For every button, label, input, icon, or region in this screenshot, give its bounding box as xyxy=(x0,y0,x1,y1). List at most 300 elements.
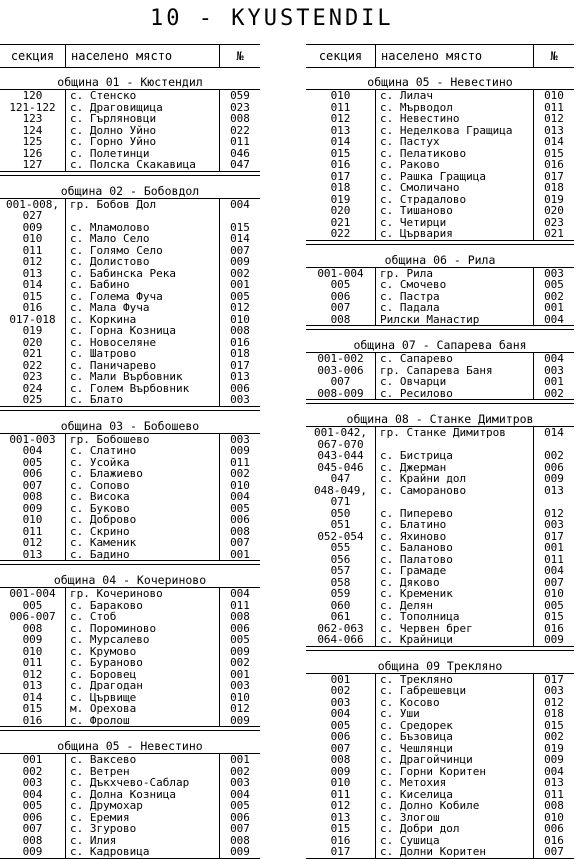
section-cell: 051 xyxy=(306,519,376,531)
count-cell xyxy=(220,210,260,222)
section-cell: 011 xyxy=(0,245,66,257)
table-row xyxy=(0,371,260,383)
place-cell: с. Илия xyxy=(66,835,220,847)
count-cell: 004 xyxy=(230,588,250,600)
table-row xyxy=(306,90,574,102)
table-row xyxy=(0,268,260,280)
section-cell: 001-004 xyxy=(0,588,66,600)
municipality-block xyxy=(0,564,260,727)
section-cell: 061 xyxy=(306,611,376,623)
count-cell: 002 xyxy=(230,267,250,279)
table-row xyxy=(306,508,574,520)
municipality-title: община 01 - Кюстендил xyxy=(0,75,260,90)
count-cell: 015 xyxy=(230,221,250,233)
left-column xyxy=(0,44,260,859)
table-row xyxy=(306,473,574,485)
section-cell: 011 xyxy=(0,526,66,538)
table-row xyxy=(0,434,260,446)
count-cell: 019 xyxy=(544,742,564,754)
section-cell: 006 xyxy=(306,731,376,743)
count-cell: 001 xyxy=(544,542,564,554)
section-cell: 008 xyxy=(0,623,66,635)
place-cell: с. Невестино xyxy=(376,113,534,125)
count-cell: 023 xyxy=(230,101,250,113)
section-cell: 016 xyxy=(306,159,376,171)
section-cell: 016 xyxy=(0,715,66,727)
section-cell: 010 xyxy=(0,233,66,245)
table-row xyxy=(306,554,574,566)
place-cell: с. Рашка Гращица xyxy=(376,171,534,183)
table-row xyxy=(306,519,574,531)
count-cell: 015 xyxy=(544,719,564,731)
place-cell: с. Блатино xyxy=(376,519,534,531)
section-cell: 008-009 xyxy=(306,388,376,400)
table-row xyxy=(306,171,574,183)
count-cell: 004 xyxy=(544,565,564,577)
count-cell: 007 xyxy=(230,537,250,549)
section-cell: 001-008, xyxy=(0,199,66,211)
table-row xyxy=(306,634,574,646)
place-cell: с. Шатрово xyxy=(66,348,220,360)
place-cell: с. Голема Фуча xyxy=(66,291,220,303)
place-cell: с. Горно Уйно xyxy=(66,136,220,148)
table-row xyxy=(306,136,574,148)
table-row xyxy=(306,623,574,635)
count-cell: 004 xyxy=(230,788,250,800)
section-cell: 009 xyxy=(0,846,66,858)
table-row xyxy=(0,703,260,715)
place-cell xyxy=(66,210,220,222)
count-cell: 006 xyxy=(230,514,250,526)
place-cell: с. Злогош xyxy=(376,812,534,824)
section-cell: 019 xyxy=(306,194,376,206)
place-cell: с. Полетинци xyxy=(66,148,220,160)
count-cell: 012 xyxy=(230,703,250,715)
count-cell: 005 xyxy=(544,279,564,291)
table-row xyxy=(0,210,260,222)
section-cell: 004 xyxy=(0,789,66,801)
municipality-rows xyxy=(0,90,260,172)
table-row xyxy=(306,777,574,789)
municipality-rows xyxy=(0,434,260,562)
table-row xyxy=(306,588,574,600)
place-cell: с. Пиперево xyxy=(376,508,534,520)
section-cell: 001-002 xyxy=(306,353,376,365)
table-row xyxy=(0,491,260,503)
count-cell: 002 xyxy=(230,765,250,777)
municipality-block xyxy=(306,71,574,241)
place-cell: с. Тишаново xyxy=(376,205,534,217)
place-cell: с. Ваксево xyxy=(66,754,220,766)
count-cell: 046 xyxy=(230,147,250,159)
count-cell: 005 xyxy=(230,800,250,812)
right-column xyxy=(306,44,574,859)
count-cell: 002 xyxy=(230,657,250,669)
section-cell: 124 xyxy=(0,125,66,137)
section-cell: 001 xyxy=(0,754,66,766)
place-cell: с. Кадровица xyxy=(66,846,220,858)
table-row xyxy=(0,835,260,847)
section-cell: 008 xyxy=(0,835,66,847)
section-cell: 027 xyxy=(0,210,66,222)
table-header xyxy=(306,44,574,68)
place-cell: с. Каменик xyxy=(66,537,220,549)
table-row xyxy=(306,194,574,206)
table-row xyxy=(306,766,574,778)
section-cell: 048-049, xyxy=(306,485,376,497)
section-cell: 123 xyxy=(0,113,66,125)
place-cell: с. Стенско xyxy=(66,90,220,102)
table-row xyxy=(0,623,260,635)
section-cell: 008 xyxy=(0,491,66,503)
table-row xyxy=(0,514,260,526)
count-cell: 014 xyxy=(230,233,250,245)
table-row xyxy=(0,148,260,160)
table-row xyxy=(0,325,260,337)
section-cell: 012 xyxy=(0,537,66,549)
section-cell: 008 xyxy=(306,314,376,326)
place-cell: с. Крайни дол xyxy=(376,473,534,485)
place-cell: гр. Рила xyxy=(376,268,534,280)
count-cell: 059 xyxy=(230,90,250,102)
municipality-title: община 08 - Станке Димитров xyxy=(306,412,574,427)
table-row xyxy=(0,394,260,406)
count-cell: 010 xyxy=(230,313,250,325)
section-cell: 057 xyxy=(306,565,376,577)
municipality-block xyxy=(306,244,574,327)
section-cell: 045-046 xyxy=(306,462,376,474)
count-cell: 008 xyxy=(544,800,564,812)
section-cell: 004 xyxy=(0,445,66,457)
count-cell: 016 xyxy=(544,622,564,634)
place-cell: с. Неделкова Гращица xyxy=(376,125,534,137)
count-cell: 009 xyxy=(230,846,250,858)
municipality-title: община 04 - Кочериново xyxy=(0,573,260,588)
table-row xyxy=(306,388,574,400)
place-cell: с. Бараково xyxy=(66,600,220,612)
table-row xyxy=(306,754,574,766)
municipality-block xyxy=(0,730,260,859)
section-cell: 013 xyxy=(0,680,66,692)
section-cell: 004 xyxy=(306,708,376,720)
section-cell: 120 xyxy=(0,90,66,102)
table-row xyxy=(306,302,574,314)
section-cell: 010 xyxy=(306,777,376,789)
section-cell: 005 xyxy=(0,600,66,612)
table-row xyxy=(0,526,260,538)
table-row xyxy=(306,376,574,388)
table-row xyxy=(306,279,574,291)
municipality-rows xyxy=(0,588,260,727)
count-cell: 020 xyxy=(544,205,564,217)
section-cell: 010 xyxy=(306,90,376,102)
count-cell: 004 xyxy=(230,491,250,503)
count-cell: 004 xyxy=(230,198,250,210)
count-cell: 011 xyxy=(544,553,564,565)
municipality-rows xyxy=(306,353,574,400)
place-header: населено място xyxy=(66,45,220,67)
place-cell: с. Грамаде xyxy=(376,565,534,577)
place-cell: с. Джерман xyxy=(376,462,534,474)
table-row xyxy=(0,348,260,360)
table-row xyxy=(306,685,574,697)
place-cell: с. Мламолово xyxy=(66,222,220,234)
count-cell: 003 xyxy=(230,777,250,789)
count-cell: 001 xyxy=(230,754,250,766)
count-cell xyxy=(534,496,574,508)
section-cell: 014 xyxy=(0,692,66,704)
section-cell: 011 xyxy=(0,657,66,669)
section-cell: 005 xyxy=(0,457,66,469)
table-row xyxy=(0,692,260,704)
count-cell: 023 xyxy=(544,216,564,228)
place-cell: с. Цървище xyxy=(66,692,220,704)
municipality-block xyxy=(0,175,260,407)
count-cell xyxy=(534,439,574,451)
count-cell: 008 xyxy=(230,525,250,537)
place-cell: с. Яхиново xyxy=(376,531,534,543)
place-cell: с. Драговищица xyxy=(66,102,220,114)
section-cell: 050 xyxy=(306,508,376,520)
municipality-rows xyxy=(306,268,574,327)
table-row xyxy=(0,125,260,137)
table-row xyxy=(306,268,574,280)
place-cell: с. Метохия xyxy=(376,777,534,789)
place-cell: с. Мали Върбовник xyxy=(66,371,220,383)
count-cell: 003 xyxy=(230,433,250,445)
section-cell: 012 xyxy=(306,800,376,812)
table-row xyxy=(0,360,260,372)
section-cell: 001-042, xyxy=(306,427,376,439)
place-cell: с. Стоб xyxy=(66,611,220,623)
municipality-rows xyxy=(306,674,574,859)
count-cell: 002 xyxy=(544,731,564,743)
table-row xyxy=(0,611,260,623)
place-cell: с. Бaланово xyxy=(376,542,534,554)
table-row xyxy=(0,337,260,349)
section-cell: 052-054 xyxy=(306,531,376,543)
place-cell: с. Скрино xyxy=(66,526,220,538)
section-cell: 007 xyxy=(0,480,66,492)
table-row xyxy=(0,789,260,801)
table-row xyxy=(0,136,260,148)
table-row xyxy=(0,90,260,102)
table-row xyxy=(0,457,260,469)
place-cell: с. Пастух xyxy=(376,136,534,148)
section-cell: 043-044 xyxy=(306,450,376,462)
count-cell: 002 xyxy=(544,290,564,302)
section-cell: 071 xyxy=(306,496,376,508)
table-row xyxy=(0,302,260,314)
table-row xyxy=(306,823,574,835)
count-cell: 013 xyxy=(544,484,564,496)
table-row xyxy=(306,291,574,303)
section-cell: 064-066 xyxy=(306,634,376,646)
table-row xyxy=(306,228,574,240)
place-cell: с. Еремия xyxy=(66,812,220,824)
count-cell: 015 xyxy=(544,611,564,623)
place-cell: с. Долно Уйно xyxy=(66,125,220,137)
table-row xyxy=(0,800,260,812)
place-cell: с. Ресилово xyxy=(376,388,534,400)
section-cell: 017-018 xyxy=(0,314,66,326)
count-cell: 010 xyxy=(544,90,564,102)
place-cell: с. Бабино xyxy=(66,279,220,291)
place-cell: с. Бураново xyxy=(66,657,220,669)
count-cell: 012 xyxy=(230,302,250,314)
table-row xyxy=(0,291,260,303)
table-row xyxy=(306,450,574,462)
place-cell: с. Гърляновци xyxy=(66,113,220,125)
count-cell: 018 xyxy=(230,348,250,360)
section-cell: 003 xyxy=(0,777,66,789)
place-cell: с. Кременик xyxy=(376,588,534,600)
table-row xyxy=(306,427,574,439)
municipality-block xyxy=(0,71,260,172)
section-cell: 005 xyxy=(0,800,66,812)
place-cell: с. Драгодан xyxy=(66,680,220,692)
place-cell: с. Коркина xyxy=(66,314,220,326)
count-cell: 009 xyxy=(230,645,250,657)
place-cell: с. Блато xyxy=(66,394,220,406)
municipality-block xyxy=(306,650,574,859)
table-row xyxy=(0,199,260,211)
section-cell: 020 xyxy=(306,205,376,217)
count-cell: 019 xyxy=(544,193,564,205)
table-row xyxy=(0,537,260,549)
table-row xyxy=(306,789,574,801)
table-row xyxy=(306,102,574,114)
place-cell: с. Згурово xyxy=(66,823,220,835)
section-cell: 016 xyxy=(0,302,66,314)
place-cell: с. Горна Козница xyxy=(66,325,220,337)
table-row xyxy=(306,800,574,812)
table-row xyxy=(306,674,574,686)
section-cell: 016 xyxy=(306,835,376,847)
count-cell: 017 xyxy=(544,530,564,542)
count-cell: 001 xyxy=(544,302,564,314)
count-header: № xyxy=(550,49,558,63)
place-cell: с. Трекляно xyxy=(376,674,534,686)
municipality-title: община 03 - Бобошево xyxy=(0,419,260,434)
table-row xyxy=(306,542,574,554)
table-row xyxy=(0,314,260,326)
count-cell: 009 xyxy=(230,256,250,268)
section-cell: 015 xyxy=(0,703,66,715)
count-cell: 011 xyxy=(230,136,250,148)
count-cell: 012 xyxy=(544,696,564,708)
count-cell: 008 xyxy=(230,834,250,846)
section-cell: 015 xyxy=(306,823,376,835)
section-cell: 007 xyxy=(306,743,376,755)
section-cell: 055 xyxy=(306,542,376,554)
count-cell: 011 xyxy=(230,599,250,611)
place-cell: с. Чешлянци xyxy=(376,743,534,755)
section-cell: 017 xyxy=(306,171,376,183)
municipality-title: община 02 - Бобовдол xyxy=(0,184,260,199)
table-row xyxy=(0,669,260,681)
section-header: секция xyxy=(0,45,66,67)
section-cell: 009 xyxy=(0,634,66,646)
count-cell: 017 xyxy=(544,170,564,182)
count-cell: 007 xyxy=(230,823,250,835)
table-row xyxy=(0,777,260,789)
place-cell: с. Сапарево xyxy=(376,353,534,365)
table-row xyxy=(306,697,574,709)
count-cell: 014 xyxy=(544,136,564,148)
count-cell: 004 xyxy=(544,353,564,365)
municipality-block xyxy=(306,403,574,647)
place-cell: с. Сушица xyxy=(376,835,534,847)
place-cell: с. Долни Коритен xyxy=(376,846,534,858)
count-cell: 009 xyxy=(230,714,250,726)
section-cell: 002 xyxy=(306,685,376,697)
place-cell: гр. Станке Димитров xyxy=(376,427,534,439)
count-cell: 013 xyxy=(544,777,564,789)
place-cell: с. Самораново xyxy=(376,485,534,497)
section-cell: 005 xyxy=(306,720,376,732)
place-cell: с. Косово xyxy=(376,697,534,709)
table-row xyxy=(0,245,260,257)
table-row xyxy=(306,720,574,732)
section-cell: 007 xyxy=(306,302,376,314)
table-row xyxy=(306,182,574,194)
place-cell: с. Долна Козница xyxy=(66,789,220,801)
section-cell: 011 xyxy=(306,789,376,801)
place-cell: с. Пастра xyxy=(376,291,534,303)
place-cell: с. Полска Скакавица xyxy=(66,159,220,171)
place-cell: с. Долистово xyxy=(66,256,220,268)
section-cell: 067-070 xyxy=(306,439,376,451)
section-cell: 014 xyxy=(306,136,376,148)
table-row xyxy=(0,256,260,268)
place-cell: с. Добри дол xyxy=(376,823,534,835)
section-cell: 021 xyxy=(306,217,376,229)
place-cell: с. Сопово xyxy=(66,480,220,492)
table-header xyxy=(0,44,260,68)
place-cell: с. Слатино xyxy=(66,445,220,457)
place-cell: с. Драгойчинци xyxy=(376,754,534,766)
section-cell: 002 xyxy=(0,766,66,778)
section-cell: 018 xyxy=(306,182,376,194)
place-cell: с. Страдалово xyxy=(376,194,534,206)
section-cell: 009 xyxy=(0,222,66,234)
count-cell: 009 xyxy=(544,634,564,646)
section-cell: 007 xyxy=(0,823,66,835)
place-cell: с. Мала Фуча xyxy=(66,302,220,314)
count-cell: 010 xyxy=(230,479,250,491)
place-cell xyxy=(376,439,534,451)
place-cell: с. Мърводол xyxy=(376,102,534,114)
place-cell: с. Мало Село xyxy=(66,233,220,245)
place-cell: с. Дъкхчево-Саблар xyxy=(66,777,220,789)
place-cell: с. Бъзовица xyxy=(376,731,534,743)
section-cell: 015 xyxy=(306,148,376,160)
count-cell: 002 xyxy=(544,387,564,399)
table-row xyxy=(0,680,260,692)
count-cell: 016 xyxy=(544,834,564,846)
table-row xyxy=(306,485,574,497)
table-row xyxy=(306,113,574,125)
section-cell: 007 xyxy=(306,376,376,388)
table-row xyxy=(306,462,574,474)
section-cell: 022 xyxy=(306,228,376,240)
count-cell: 017 xyxy=(230,359,250,371)
count-cell: 007 xyxy=(544,846,564,858)
place-cell: с. Дяково xyxy=(376,577,534,589)
count-cell: 013 xyxy=(544,124,564,136)
place-cell: с. Горни Коритен xyxy=(376,766,534,778)
